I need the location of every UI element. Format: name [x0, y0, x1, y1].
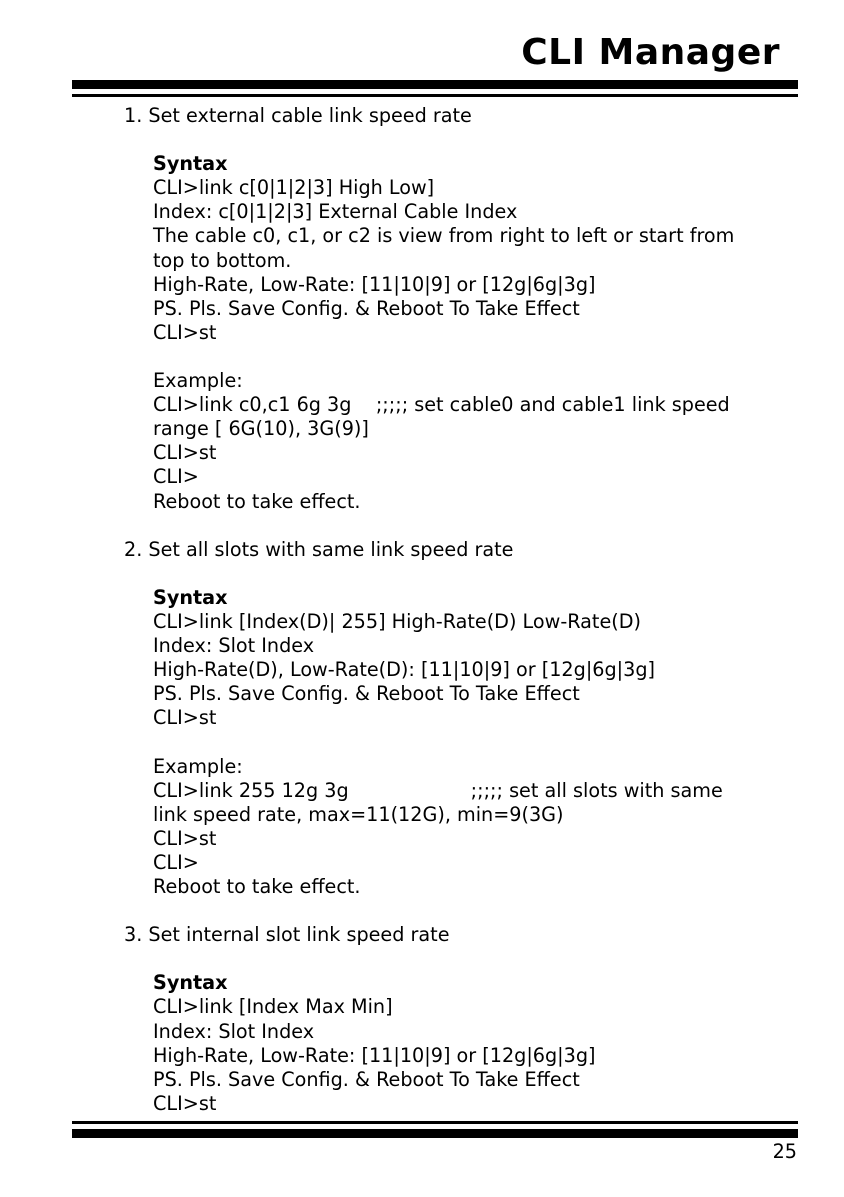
syntax-line: PS. Pls. Save Config. & Reboot To Take Effect [153, 296, 580, 320]
example-line: Reboot to take effect. [153, 489, 361, 513]
page-title: CLI Manager [521, 32, 780, 73]
section-heading: 2. Set all slots with same link speed rate [124, 537, 514, 561]
syntax-line: The cable c0, c1, or c2 is view from right to left or start from [153, 224, 735, 248]
section-all-slots [124, 538, 804, 924]
syntax-line: CLI>st [153, 320, 217, 344]
section-heading: 1. Set external cable link speed rate [124, 104, 472, 127]
section-heading: 3. Set internal slot link speed rate [124, 923, 450, 947]
syntax-line: PS. Pls. Save Config. & Reboot To Take Effect [153, 682, 580, 706]
section-external-cable [124, 104, 804, 538]
syntax-line: PS. Pls. Save Config. & Reboot To Take Effect [153, 1067, 580, 1091]
example-label: Example: [153, 369, 243, 393]
header-rule-thin [72, 94, 798, 97]
example-label: Example: [153, 754, 243, 778]
syntax-label: Syntax [153, 152, 228, 176]
page-content [124, 104, 804, 1116]
syntax-label: Syntax [153, 585, 228, 609]
example-line: CLI>st [153, 441, 217, 465]
footer-rule-thick [72, 1129, 798, 1138]
syntax-line: Index: c[0|1|2|3] External Cable Index [153, 200, 518, 224]
syntax-line: Index: Slot Index [153, 634, 315, 658]
section-internal-slot [124, 923, 804, 1116]
example-line: link speed rate, max=11(12G), min=9(3G) [153, 802, 564, 826]
syntax-line: CLI>link c[0|1|2|3] High Low] [153, 176, 435, 200]
example-line: CLI>st [153, 826, 217, 850]
syntax-line: CLI>link [Index Max Min] [153, 995, 393, 1019]
example-line: CLI> [153, 465, 199, 489]
syntax-line: top to bottom. [153, 248, 292, 272]
example-line: CLI>link c0,c1 6g 3g ;;;;; set cable0 and cable1 link speed [153, 393, 730, 417]
footer-rule-thin [72, 1121, 798, 1124]
example-line: CLI> [153, 850, 199, 874]
syntax-line: High-Rate(D), Low-Rate(D): [11|10|9] or [12g|6g|3g] [153, 658, 656, 682]
syntax-line: Index: Slot Index [153, 1019, 315, 1043]
syntax-line: CLI>st [153, 1091, 217, 1115]
header-rule-thick [72, 80, 798, 89]
syntax-line: CLI>link [Index(D)| 255] High-Rate(D) Low-Rate(D) [153, 609, 641, 633]
example-line: range [ 6G(10), 3G(9)] [153, 417, 369, 441]
syntax-line: High-Rate, Low-Rate: [11|10|9] or [12g|6g|3g] [153, 272, 596, 296]
example-line: CLI>link 255 12g 3g ;;;;; set all slots with same [153, 778, 723, 802]
syntax-line: High-Rate, Low-Rate: [11|10|9] or [12g|6g|3g] [153, 1043, 596, 1067]
syntax-line: CLI>st [153, 706, 217, 730]
syntax-label: Syntax [153, 971, 228, 995]
page-number: 25 [772, 1140, 797, 1163]
example-line: Reboot to take effect. [153, 875, 361, 898]
